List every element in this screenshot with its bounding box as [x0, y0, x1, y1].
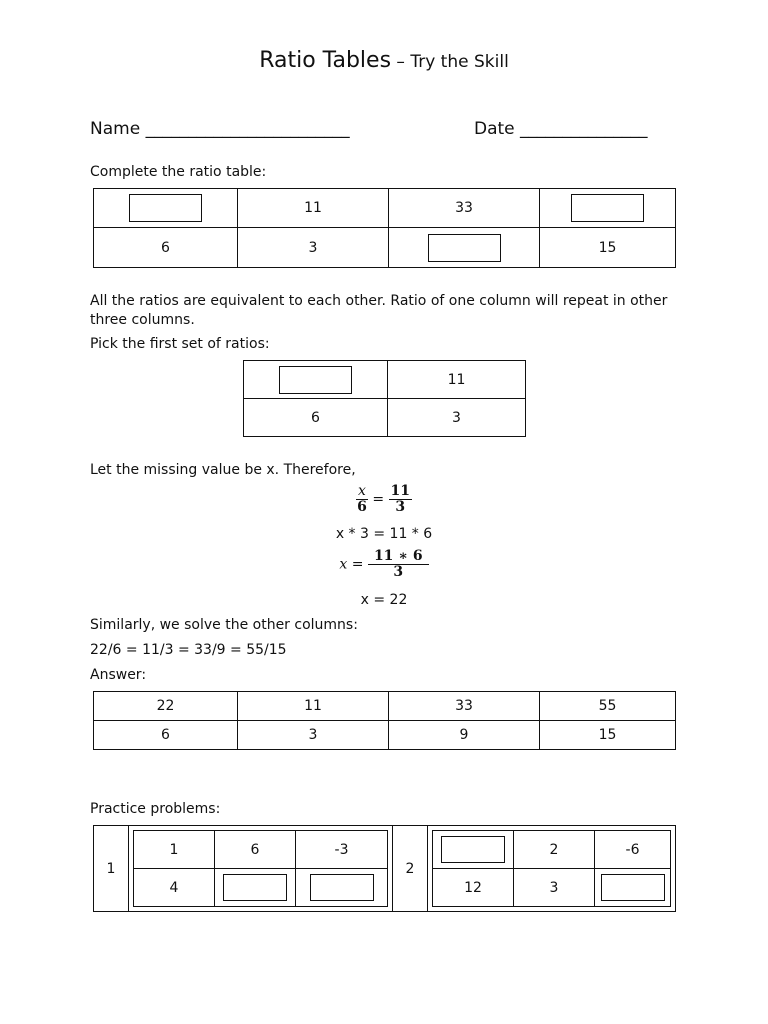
name-line: [90, 119, 350, 139]
answer-box[interactable]: [441, 836, 505, 863]
date-blank: _______________: [520, 119, 648, 139]
p2-r1c2: 2: [514, 831, 595, 869]
title-sub: – Try the Skill: [391, 52, 509, 72]
eq1-lhs-denominator: 6: [357, 499, 367, 515]
page-title: [0, 48, 768, 73]
cell-r2c2: 3: [238, 721, 389, 750]
p1-r1c2: 6: [215, 831, 296, 869]
answer-box[interactable]: [601, 874, 665, 901]
cell-r1c2: 11: [238, 692, 389, 721]
eq3-rhs-denominator: 3: [393, 564, 404, 580]
eq3-rhs-numerator: 11 ∗ 6: [368, 549, 429, 565]
cell-r1c3: 33: [389, 692, 540, 721]
answer-table: [93, 691, 676, 750]
problem-number-2: 2: [393, 826, 428, 912]
answer-box[interactable]: [223, 874, 287, 901]
cell-r1c1: 22: [94, 692, 238, 721]
practice-problems-table: [93, 825, 676, 912]
equation-3: [0, 549, 768, 580]
problem-2-cell: [428, 826, 676, 912]
ratio-table-problem: [93, 188, 676, 268]
answer-box[interactable]: [279, 366, 352, 394]
cell-r1c1: [244, 361, 388, 399]
problem-number-1: 1: [94, 826, 129, 912]
let-missing-text: Let the missing value be x. Therefore,: [90, 462, 356, 478]
p2-r2c3: [595, 869, 671, 907]
answer-box[interactable]: [310, 874, 374, 901]
date-line: [474, 119, 648, 139]
answer-box[interactable]: [428, 234, 501, 262]
cell-r2c2: 3: [388, 399, 526, 437]
answer-label: Answer:: [90, 667, 147, 683]
cell-r2c4: 15: [540, 721, 676, 750]
cell-r2c1: 6: [94, 228, 238, 268]
cell-r1c4: 55: [540, 692, 676, 721]
cell-r2c1: 6: [94, 721, 238, 750]
p1-r2c2: [215, 869, 296, 907]
answer-box[interactable]: [571, 194, 644, 222]
name-label: Name: [90, 119, 141, 139]
eq1-lhs-numerator: x: [357, 483, 366, 499]
cell-r2c4: 15: [540, 228, 676, 268]
cell-r1c2: 11: [238, 189, 389, 228]
eq1-rhs-numerator: 11: [390, 483, 411, 499]
cell-r1c3: 33: [389, 189, 540, 228]
cell-r1c2: 11: [388, 361, 526, 399]
equation-1: [0, 484, 768, 515]
p2-r2c1: 12: [433, 869, 514, 907]
similarly-text: Similarly, we solve the other columns:: [90, 617, 358, 633]
problem-1-table: [133, 830, 388, 907]
p1-r1c3: -3: [296, 831, 388, 869]
ratios-line: 22/6 = 11/3 = 33/9 = 55/15: [90, 642, 287, 658]
explanation-text: All the ratios are equivalent to each other. Ratio of one column will repeat in other three columns.: [90, 293, 668, 328]
cell-r2c3: [389, 228, 540, 268]
problem-1-cell: [129, 826, 393, 912]
p2-r1c3: -6: [595, 831, 671, 869]
p1-r1c1: 1: [134, 831, 215, 869]
cell-r1c1: [94, 189, 238, 228]
p2-r2c2: 3: [514, 869, 595, 907]
first-ratio-table: [243, 360, 526, 437]
answer-box[interactable]: [129, 194, 202, 222]
equation-2: x * 3 = 11 * 6: [335, 526, 433, 542]
p1-r2c1: 4: [134, 869, 215, 907]
date-label: Date: [474, 119, 515, 139]
eq1-rhs-denominator: 3: [395, 499, 406, 515]
complete-instruction: Complete the ratio table:: [90, 164, 267, 180]
eq3-equals: =: [351, 556, 364, 573]
cell-r1c4: [540, 189, 676, 228]
p2-r1c1: [433, 831, 514, 869]
cell-r2c1: 6: [244, 399, 388, 437]
practice-label: Practice problems:: [90, 801, 221, 817]
eq1-equals: =: [372, 491, 385, 508]
title-main: Ratio Tables: [259, 48, 392, 73]
name-blank: ________________________: [145, 119, 350, 139]
cell-r2c3: 9: [389, 721, 540, 750]
problem-2-table: [432, 830, 671, 907]
eq3-lhs: x: [339, 556, 348, 573]
cell-r2c2: 3: [238, 228, 389, 268]
p1-r2c3: [296, 869, 388, 907]
equation-4: x = 22: [360, 592, 408, 608]
pick-first-text: Pick the first set of ratios:: [90, 336, 270, 352]
